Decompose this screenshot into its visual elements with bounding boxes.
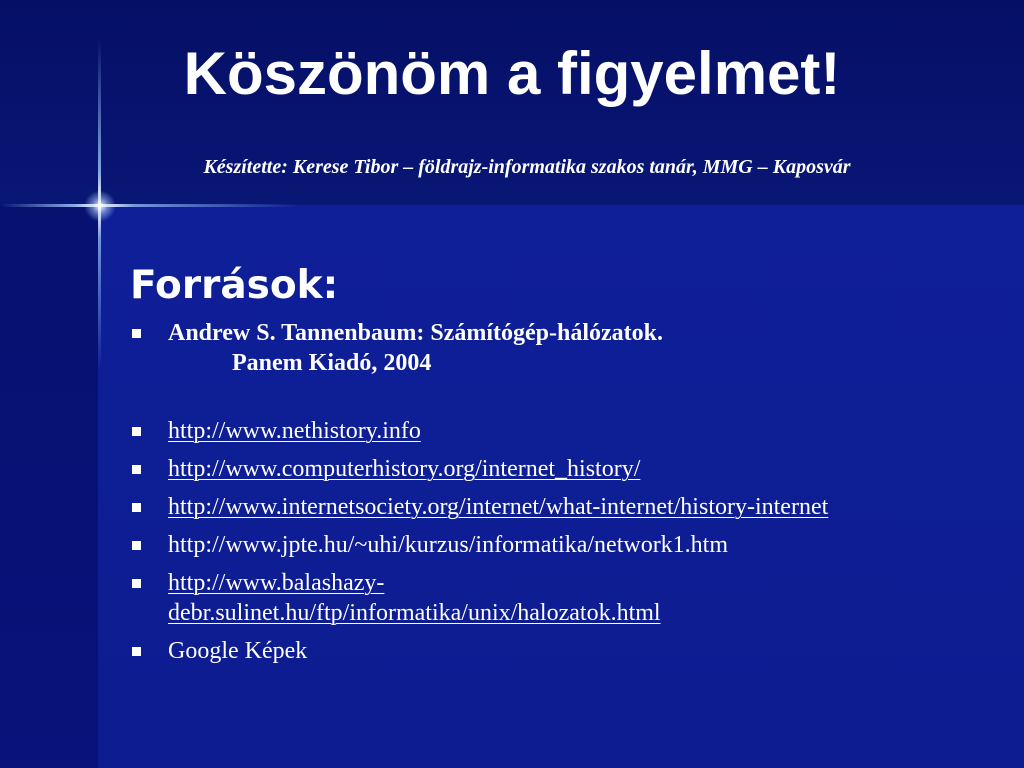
- source-link-computerhistory[interactable]: http://www.computerhistory.org/internet_history/: [168, 456, 641, 482]
- sparkle-icon: [84, 190, 116, 222]
- source-item-nethistory: [130, 416, 1010, 446]
- slide-title: Köszönöm a figyelmet!: [183, 40, 841, 107]
- bullet-icon: [132, 503, 141, 512]
- source-link-balashazy-line2: debr.sulinet.hu/ftp/informatika/unix/halozatok.html: [168, 600, 661, 626]
- source-text-google-kepek: Google Képek: [168, 638, 308, 664]
- bullet-icon: [132, 329, 141, 338]
- source-link-internetsociety[interactable]: http://www.internetsociety.org/internet/what-internet/history-internet: [168, 494, 829, 520]
- source-link-balashazy[interactable]: [168, 570, 661, 626]
- flare-horizontal: [0, 204, 300, 207]
- bullet-icon: [132, 465, 141, 474]
- book-title: Andrew S. Tannenbaum: Számítógép-hálózatok.: [168, 320, 663, 346]
- sources-heading: Források:: [130, 263, 339, 308]
- source-item-book: [130, 318, 1010, 378]
- source-item-internetsociety: [130, 492, 1010, 522]
- source-link-nethistory[interactable]: http://www.nethistory.info: [168, 418, 421, 444]
- source-item-google-kepek: [130, 636, 1010, 666]
- book-publisher: Panem Kiadó, 2004: [232, 350, 432, 376]
- source-item-balashazy: [130, 568, 1010, 628]
- source-text-jpte: http://www.jpte.hu/~uhi/kurzus/informatika/network1.htm: [168, 532, 729, 558]
- left-band: [0, 205, 98, 768]
- bullet-icon: [132, 647, 141, 656]
- bullet-icon: [132, 579, 141, 588]
- source-item-computerhistory: [130, 454, 1010, 484]
- source-item-jpte: [130, 530, 1010, 560]
- bullet-icon: [132, 427, 141, 436]
- source-link-balashazy-line1: http://www.balashazy-: [168, 570, 385, 596]
- slide-subtitle: Készítette: Kerese Tibor – földrajz-informatika szakos tanár, MMG – Kaposvár: [203, 156, 851, 178]
- sources-list: [130, 318, 1010, 674]
- bullet-icon: [132, 541, 141, 550]
